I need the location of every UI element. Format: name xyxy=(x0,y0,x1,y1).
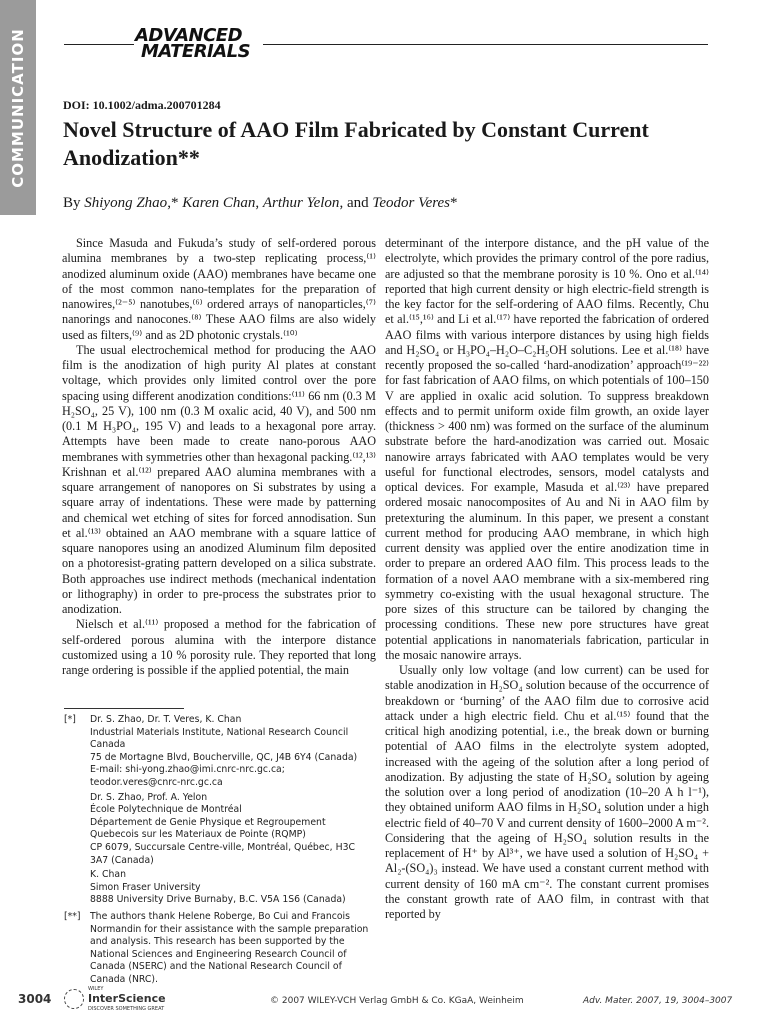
tagline: DISCOVER SOMETHING GREAT xyxy=(88,1006,165,1012)
paragraph: The usual electrochemical method for producing the AAO film is the anodization of high purity Al plates at constant voltage, which provides only limited control over the pore spacing using different anodization conditions:⁽¹¹⁾ 66 nm (0.3 M H₂SO₄, 25 V), 100 nm (0.3 M oxalic acid, 40 V), and 500 nm (0.1 M H₃PO₄, 195 V) and leads to a hexagonal pore array. Attempts have been made to create nano-porous AAO membranes with symmetries other than hexagonal packing.⁽¹²,¹³⁾ Krishnan et al.⁽¹²⁾ prepared AAO alumina membranes with a square arrangement of nanopores on Si substrates by using a square array of indentations. These were made by patterning and chemical wet etching of sites for forced annodisation. Sun et al.⁽¹³⁾ obtained an AAO membrane with a square lattice of square nanopores using an anodized Aluminum film deposited on a photoresist-grating pattern developed on a silica substrate. Both approaches use indirect methods (mechanical indentation or lithography) in order to pre-process the substrates prior to anodization. xyxy=(62,342,376,616)
affiliation-line: Dr. S. Zhao, Prof. A. Yelon xyxy=(90,791,208,803)
left-column xyxy=(62,236,376,678)
right-column xyxy=(385,236,709,922)
by-label: By xyxy=(63,195,85,211)
affiliation-line: 8888 University Drive Burnaby, B.C. V5A 1S6 (Canada) xyxy=(90,894,346,906)
affiliation-line: Simon Fraser University xyxy=(90,881,201,893)
author-mark: ,* xyxy=(167,195,183,211)
affiliation-line: E-mail: shi-yong.zhao@imi.cnrc-nrc.gc.ca; xyxy=(90,764,285,776)
wiley-label: WILEY xyxy=(88,986,104,992)
author: Shiyong Zhao xyxy=(84,195,168,211)
affiliation-line: École Polytechnique de Montréal xyxy=(90,804,242,816)
section-label-bar xyxy=(0,0,36,215)
affiliation-block xyxy=(90,792,376,868)
footnotes xyxy=(64,714,376,988)
affiliation-line: Dr. S. Zhao, Dr. T. Veres, K. Chan xyxy=(90,714,242,725)
interscience-logo[interactable] xyxy=(64,984,166,1014)
section-label: COMMUNICATION xyxy=(9,28,27,188)
globe-icon xyxy=(64,989,84,1009)
author: Karen Chan xyxy=(182,195,256,211)
logo-line-2: MATERIALS xyxy=(141,41,251,62)
copyright: © 2007 WILEY-VCH Verlag GmbH & Co. KGaA, Weinheim xyxy=(270,996,524,1006)
footnote-rule xyxy=(64,708,184,709)
author: Teodor Veres xyxy=(372,195,451,211)
author-mark: * xyxy=(450,195,458,211)
logo-line-1: ADVANCED xyxy=(135,25,243,46)
paragraph: Since Masuda and Fukuda’s study of self-ordered porous alumina membranes by a two-step replicating process,⁽¹⁾ anodized aluminum oxide (AAO) membranes have became one of the most common nano-templates for the preparation of nanowires,⁽²⁻⁵⁾ nanotubes,⁽⁶⁾ ordered arrays of nanoparticles,⁽⁷⁾ nanorings and nanocones.⁽⁸⁾ These AAO films are also widely used as filters,⁽⁹⁾ and as 2D photonic crystals.⁽¹⁰⁾ xyxy=(62,236,376,342)
footnote-mark: [*] xyxy=(64,714,76,725)
paragraph: Usually only low voltage (and low current) can be used for stable anodization in H₂SO₄ solution because of the occurrence of breakdown or ‘burning’ of the AAO film due to corrosive acid attack under a high electric field. Chu et al.⁽¹⁵⁾ found that the critical high anodizing potential, i.e., the break down or burning potential of AAO films in the electrolyte system adopted, increased with the ageing of the solution after a long period of anodization. By adjusting the state of H₂SO₄ solution by ageing the solution over a long period of anodization (10–20 A h l⁻¹), they obtained uniform AAO films in H₂SO₄ solution under a high electric field of 40–70 V and current density of 1600–2000 A m⁻². Considering that the ageing of H₂SO₄ solution results in the replacement of H⁺ by Al³⁺, we have used a solution of H₂SO₄ + Al₂-(SO₄)₃ instead. We have used a constant current method with current density of 160 mA cm⁻². The constant current promises the constant growth rate of AAO film, in contrast with that reported by xyxy=(385,663,709,921)
acknowledgement-text: The authors thank Helene Roberge, Bo Cui and Francois Normandin for their assistance with the sample preparation and analysis. This research has been supported by the National Sciences and Engineering Research Council of Canada (NSERC) and the National Research Council of Canada (NRC). xyxy=(90,910,369,985)
affiliation-line: teodor.veres@cnrc-nrc.gc.ca xyxy=(90,776,223,788)
affiliation-block xyxy=(90,714,376,790)
header-rule-right xyxy=(263,44,708,45)
separator: , xyxy=(255,195,263,211)
citation: Adv. Mater. 2007, 19, 3004–3007 xyxy=(583,996,733,1006)
header-rule-left xyxy=(64,44,134,45)
doi[interactable]: DOI: 10.1002/adma.200701284 xyxy=(63,98,221,112)
journal-logo xyxy=(135,25,251,62)
author-line xyxy=(63,195,458,212)
page-number: 3004 xyxy=(18,992,52,1006)
separator: , and xyxy=(339,195,373,211)
footnote-affiliations xyxy=(64,714,376,909)
author: Arthur Yelon xyxy=(262,195,340,211)
interscience-label: InterScience xyxy=(88,992,166,1005)
affiliation-line: CP 6079, Succursale Centre-ville, Montréal, Québec, H3C 3A7 (Canada) xyxy=(90,841,355,866)
article-title: Novel Structure of AAO Film Fabricated by Constant Current Anodization** xyxy=(63,117,649,170)
affiliation-line: Industrial Materials Institute, National Research Council Canada xyxy=(90,726,349,751)
affiliation-line: Département de Genie Physique et Regroupement Quebecois sur les Materiaux de Pointe (RQMP) xyxy=(90,816,326,841)
affiliation-block xyxy=(90,869,376,907)
paragraph: determinant of the interpore distance, and the pH value of the electrolyte, which provides the primary control of the pore radius, are adjusted so that the membrane porosity is 10 %. Ono et al.⁽¹⁴⁾ reported that high current density or high electric-field strength is the key factor for the self-ordering of AAO films. Recently, Chu et al.⁽¹⁵,¹⁶⁾ and Li et al.⁽¹⁷⁾ have reported the fabrication of ordered AAO films with various interpore distances by using high fields and H₂SO₄ or H₃PO₄–H₂O–C₂H₅OH solutions. Lee et al.⁽¹⁸⁾ have recently proposed the so-called ‘hard-anodization’ approach⁽¹⁹⁻²²⁾ for fast fabrication of AAO films, on which potentials of 100–150 V are applied in oxalic acid solution. To suppress breakdown effects and to permit uniform oxide film growth, an oxide layer (thickness > 400 nm) was formed on the surface of the aluminum substrate before the hard-anodization was carried out. Mosaic nanowire arrays fabricated with AAO templates would be very useful for functional electrodes, sensors, model catalysts and optical devices. For example, Masuda et al.⁽²³⁾ have prepared ordered mosaic nanocomposites of Au and Ni in AAO film by pretexturing the aluminum. In this paper, we present a constant current method for producing AAO membrane, in which high current density was applied over the entire anodization time in order to prepare an ordered AAO film. This process leads to the formation of a novel AAO membrane with a six-membered ring symmetry co-existing with the usual hexagonal structure. The pore sizes of this structure can be tailored by changing the processing conditions. These new pore structures have great potential applications in nanomaterials fabrication, particular in the mosaic nanowire arrays. xyxy=(385,236,709,662)
paragraph: Nielsch et al.⁽¹¹⁾ proposed a method for the fabrication of self-ordered porous alumina with the interpore distance customized using a 10 % porosity rule. They reported that long range ordering is possible if the applied potential, the main xyxy=(62,617,376,677)
affiliation-list xyxy=(90,714,376,909)
affiliation-line: 75 de Mortagne Blvd, Boucherville, QC, J4B 6Y4 (Canada) xyxy=(90,751,358,763)
footnote-acknowledgement xyxy=(64,911,376,987)
affiliation-line: K. Chan xyxy=(90,869,126,881)
footnote-mark: [**] xyxy=(64,910,81,922)
